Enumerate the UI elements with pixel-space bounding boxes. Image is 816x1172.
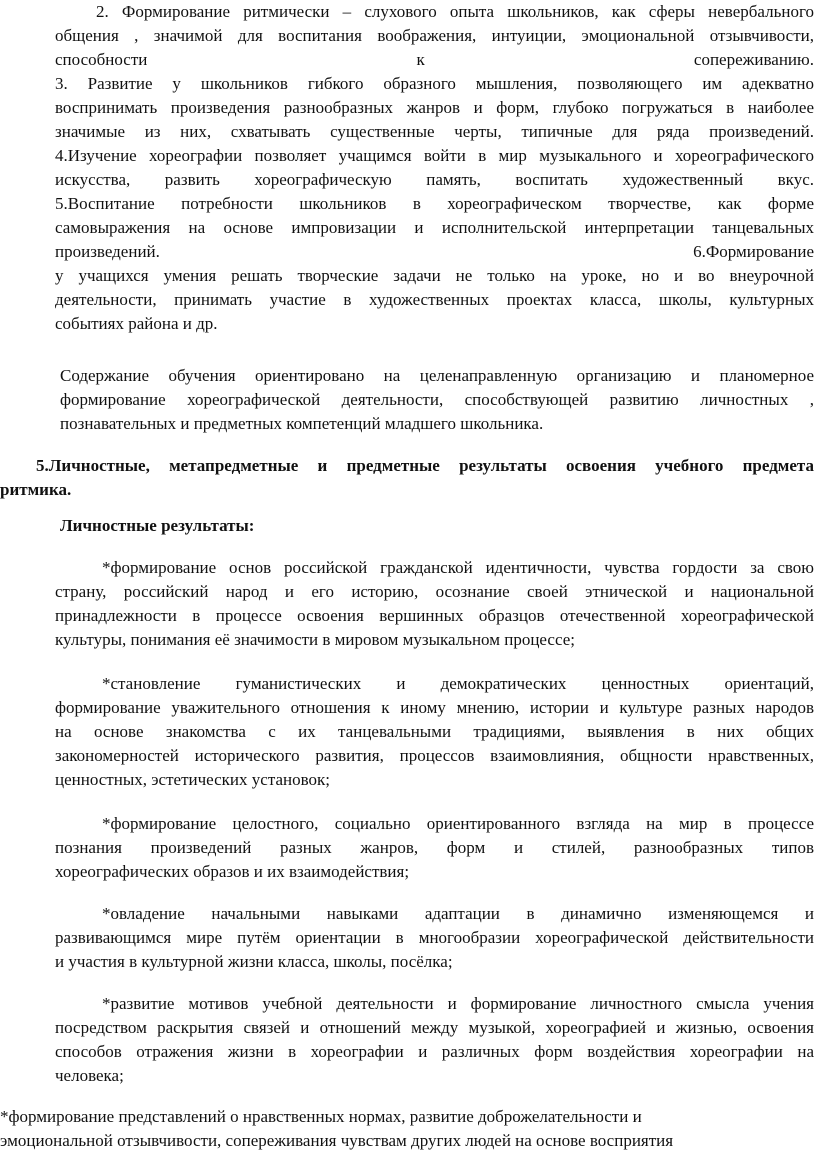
result-2-line-3: на основе знакомства с их танцевальными традициями, выявления в них общих [55,722,814,741]
goal-3-line-3: значимые из них, схватывать существенные черты, типичные для ряда произведений. [55,122,814,141]
result-4-line-1: *овладение начальными навыками адаптации в динамично изменяющемся и [102,904,814,923]
goal-5-line-3 [55,240,814,264]
result-1-line-1: *формирование основ российской гражданской идентичности, чувства гордости за свою [102,558,814,577]
section-heading [0,454,814,502]
goals-list [55,0,814,336]
goal-3-line-1: 3. Развитие у школьников гибкого образного мышления, позволяющего им адекватно [55,74,814,93]
result-1-line-3: принадлежности в процессе освоения вершинных образцов отечественной хореографической [55,606,814,625]
result-4-line-3: и участия в культурной жизни класса, школы, посёлка; [55,952,453,971]
result-1-line-4: культуры, понимания её значимости в мировом музыкальном процессе; [55,630,575,649]
result-item-6 [0,1105,790,1153]
goal-4-line-2: искусства, развить хореографическую память, воспитать художественный вкус. [55,170,814,189]
goal-5-last-word: произведений. [55,242,160,261]
goal-3-line-2: воспринимать произведения разнообразных жанров и форм, глубоко погружаться в наиболее [55,98,814,117]
result-5-line-2: посредством раскрытия связей и отношений между музыкой, хореографией и жизнью, освоения [55,1018,814,1037]
result-1-line-2: страну, российский народ и его историю, осознание своей этнической и национальной [55,582,814,601]
result-item-2 [55,672,814,792]
content-paragraph [55,364,814,436]
section-heading-line-1: 5.Личностные, метапредметные и предметные результаты освоения учебного предмета [36,456,814,475]
goal-6-line-1: у учащихся умения решать творческие задачи не только на уроке, но и во внеурочной [55,266,814,285]
result-item-5 [55,992,814,1088]
goal-2-word-1: способности [55,50,148,69]
goal-2-word-2: к [416,50,425,69]
goal-2-word-3: сопереживанию. [693,50,814,69]
result-5-line-3: способов отражения жизни в хореографии и различных форм воздействия хореографии на [55,1042,814,1061]
goal-6-line-3: событиях района и др. [55,314,218,333]
goal-5-line-1: 5.Воспитание потребности школьников в хореографическом творчестве, как форме [55,194,814,213]
result-5-line-1: *развитие мотивов учебной деятельности и формирование личностного смысла учения [102,994,814,1013]
result-2-line-5: ценностных, эстетических установок; [55,770,330,789]
goal-2-line-1: 2. Формирование ритмически – слухового опыта школьников, как сферы невербального [96,2,814,21]
goal-4-line-1: 4.Изучение хореографии позволяет учащимся войти в мир музыкального и хореографического [55,146,814,165]
personal-results-heading [60,514,460,538]
personal-results-title: Личностные результаты: [60,516,255,535]
result-item-3 [55,812,814,884]
content-line-1: Содержание обучения ориентировано на целенаправленную организацию и планомерное [60,366,814,385]
result-item-1 [55,556,814,652]
result-5-line-4: человека; [55,1066,124,1085]
result-6-line-1: *формирование представлений о нравственных нормах, развитие доброжелательности и [0,1107,642,1126]
goal-5-line-2: самовыражения на основе импровизации и исполнительской интерпретации танцевальных [55,218,814,237]
result-2-line-1: *становление гуманистических и демократических ценностных ориентаций, [102,674,814,693]
result-2-line-2: формирование уважительного отношения к иному мнению, истории и культуре разных народов [55,698,814,717]
result-3-line-2: познания произведений разных жанров, форм и стилей, разнообразных типов [55,838,814,857]
goal-2-line-2: общения , значимой для воспитания воображения, интуиции, эмоциональной отзывчивости, [55,26,814,45]
result-3-line-1: *формирование целостного, социально ориентированного взгляда на мир в процессе [102,814,814,833]
result-item-4 [55,902,814,974]
result-2-line-4: закономерностей исторического развития, процессов взаимовлияния, общности нравственных, [55,746,814,765]
result-6-line-2: эмоциональной отзывчивости, сопереживания чувствам других людей на основе восприятия [0,1131,674,1150]
goal-2-line-3 [55,48,814,72]
content-line-3: познавательных и предметных компетенций младшего школьника. [60,414,544,433]
goal-6-line-2: деятельности, принимать участие в художественных проектах класса, школы, культурных [55,290,814,309]
result-3-line-3: хореографических образов и их взаимодействия; [55,862,410,881]
section-heading-line-2: ритмика. [0,480,72,499]
result-4-line-2: развивающимся мире путём ориентации в многообразии хореографической действительности [55,928,814,947]
goal-6-start: 6.Формирование [693,242,814,261]
content-line-2: формирование хореографической деятельности, способствующей развитию личностных , [60,390,814,409]
